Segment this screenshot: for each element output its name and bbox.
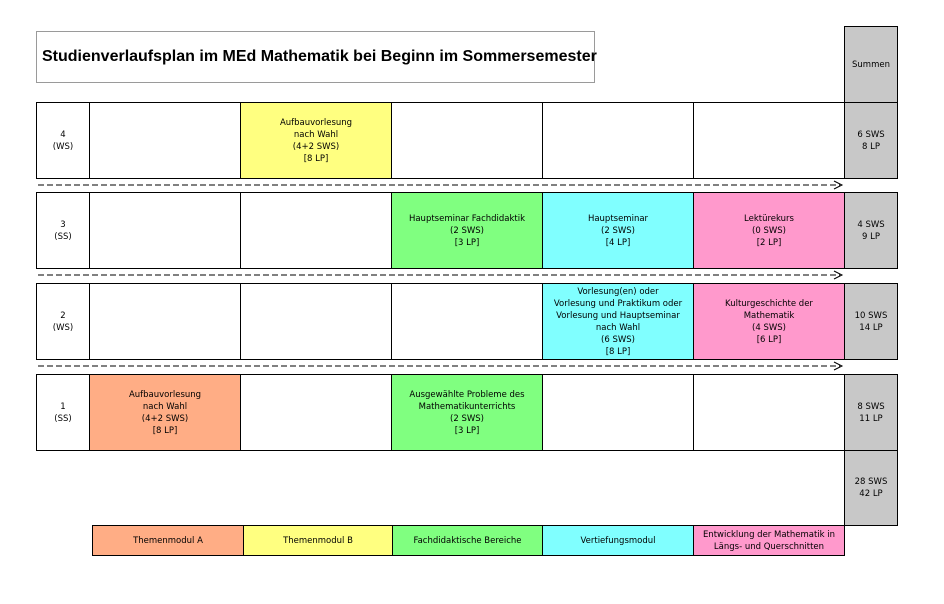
module-cell: Vorlesung(en) oder Vorlesung und Praktikum oder Vorlesung und Hauptseminar nach Wahl (6 SWS) [8 LP] [542, 283, 694, 360]
semester-label: 4 (WS) [36, 102, 90, 179]
arrow-row-3-2 [38, 271, 842, 279]
total-sum: 28 SWS 42 LP [844, 450, 898, 526]
module-cell: Hauptseminar Fachdidaktik (2 SWS) [3 LP] [391, 192, 543, 269]
legend-item: Vertiefungsmodul [542, 525, 694, 556]
module-cell: Aufbauvorlesung nach Wahl (4+2 SWS) [8 LP] [89, 374, 241, 451]
module-cell: Lektürekurs (0 SWS) [2 LP] [693, 192, 845, 269]
sums-header: Summen [844, 26, 898, 103]
semester-label: 2 (WS) [36, 283, 90, 360]
module-cell: Hauptseminar (2 SWS) [4 LP] [542, 192, 694, 269]
semester-sum: 6 SWS 8 LP [844, 102, 898, 179]
arrow-row-4-3 [38, 181, 842, 189]
module-cell: Kulturgeschichte der Mathematik (4 SWS) [6 LP] [693, 283, 845, 360]
module-cell: Aufbauvorlesung nach Wahl (4+2 SWS) [8 LP] [240, 102, 392, 179]
semester-sum: 8 SWS 11 LP [844, 374, 898, 451]
legend-item: Themenmodul B [243, 525, 393, 556]
legend-item: Entwicklung der Mathematik in Längs- und Querschnitten [693, 525, 845, 556]
legend-item: Fachdidaktische Bereiche [392, 525, 543, 556]
semester-sum: 10 SWS 14 LP [844, 283, 898, 360]
module-cell: Ausgewählte Probleme des Mathematikunterrichts (2 SWS) [3 LP] [391, 374, 543, 451]
legend-item: Themenmodul A [92, 525, 244, 556]
semester-label: 1 (SS) [36, 374, 90, 451]
arrow-row-2-1 [38, 362, 842, 370]
semester-sum: 4 SWS 9 LP [844, 192, 898, 269]
semester-label: 3 (SS) [36, 192, 90, 269]
page-title: Studienverlaufsplan im MEd Mathematik bei Beginn im Sommersemester [36, 31, 595, 83]
